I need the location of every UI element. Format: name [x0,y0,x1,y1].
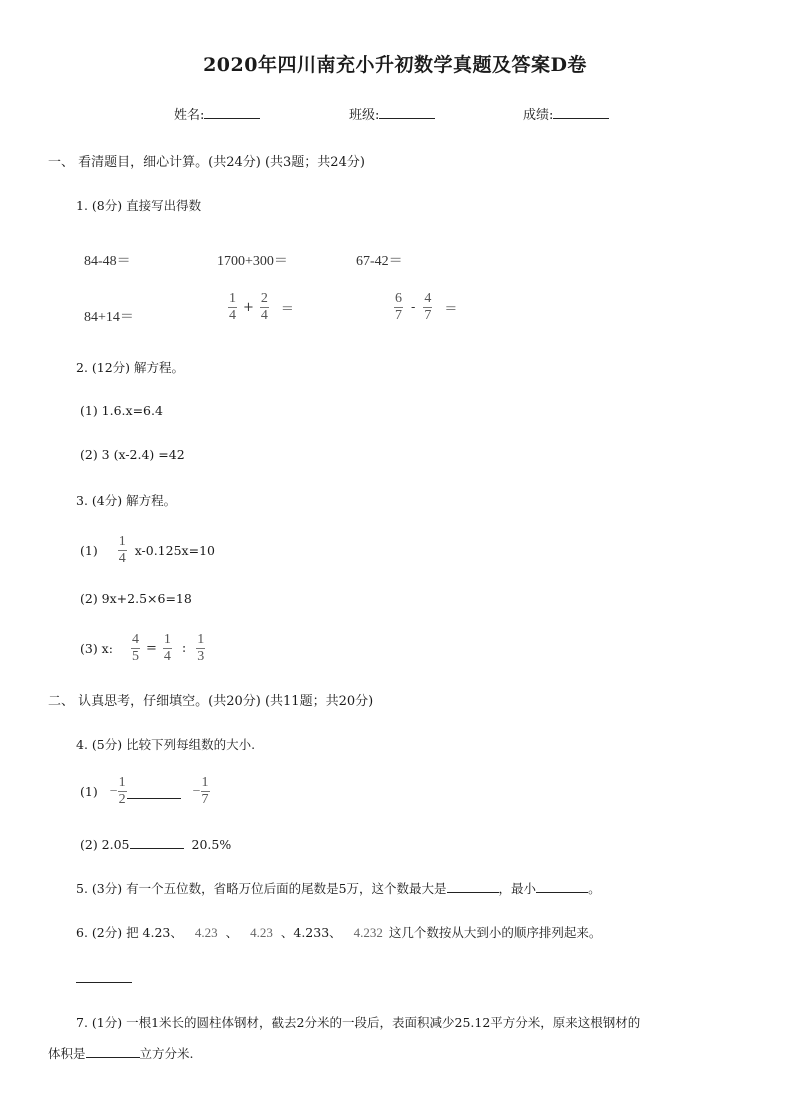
q1-expr-3: 67-42＝ [356,254,403,269]
q5-blank-min[interactable] [536,878,588,893]
q4-part-2-blank[interactable] [130,834,184,849]
repeating-decimal-1: 4.23 [194,925,218,940]
q6-answer-blank[interactable] [76,968,132,983]
q7-line-1: 7. (1分) 一根1米长的圆柱体钢材，截去2分米的一段后，表面积减少25.12平方分米，原来这根钢材的 [76,1015,641,1030]
q3-part-1: (1) $\frac{1}{4}$ x-0.125x=10 [80,534,215,566]
fraction: $\frac{1}{3}$ [197,632,205,664]
section-2-heading: 二、 认真思考，仔细填空。(共20分) (共11题；共20分) [48,694,374,709]
q2-part-2: (2) 3 (x-2.4) =42 [80,447,185,462]
name-field[interactable] [174,104,260,123]
q1-expr-1: 84-48＝ [84,254,131,269]
class-label: 班级: [349,108,380,123]
q4-part-2: (2) 2.05 20.5% [80,834,231,852]
q1-fraction-expr-1: $\frac{1}{4}$ + $\frac{2}{4}$ ＝ [229,291,294,323]
fraction: $\frac{1}{2}$ [118,775,126,807]
q5-blank-max[interactable] [447,878,499,893]
fraction: $\frac{1}{4}$ [229,291,236,323]
q1-fraction-expr-2: $\frac{6}{7}$ - $\frac{4}{7}$ ＝ [395,291,458,323]
q6-answer-area [76,968,132,987]
q1-expr-2: 1700+300＝ [217,254,288,269]
fraction: $\frac{1}{4}$ [118,534,126,566]
fraction: $\frac{6}{7}$ [395,291,402,323]
q2-part-1: (1) 1.6.x=6.4 [80,403,163,418]
repeating-decimal-2: 4.23 [250,925,273,940]
class-field[interactable] [349,104,435,123]
q1-heading: 1. (8分) 直接写出得数 [76,198,202,213]
q7-line-2: 体积是 立方分米. [48,1043,194,1062]
fraction: $\frac{1}{7}$ [201,775,209,807]
repeating-decimal-3: 4.232 [353,925,383,940]
class-blank[interactable] [379,104,435,119]
q3-part-2: (2) 9x+2.5×6=18 [80,591,192,606]
q3-part-3: (3) x: $\frac{4}{5}$ = $\frac{1}{4}$ : $\frac{1}{3}$ [80,632,205,664]
fraction: $\frac{4}{7}$ [424,291,432,323]
q2-heading: 2. (12分) 解方程。 [76,360,185,375]
name-label: 姓名: [174,108,205,123]
q4-part-1: (1) − $\frac{1}{2}$ − $\frac{1}{7}$ [80,775,209,807]
fraction: $\frac{4}{5}$ [131,632,139,664]
section-1-heading: 一、 看清题目，细心计算。(共24分) (共3题；共24分) [48,155,365,170]
q1-expr-4: 84+14＝ [84,310,134,325]
q4-heading: 4. (5分) 比较下列每组数的大小. [76,737,256,752]
q6-text: 6. (2分) 把 4.23、 4.23 、 4.23 、4.233、 4.232 这几个数按从大到小的顺序排列起来。 [76,925,602,940]
q3-heading: 3. (4分) 解方程。 [76,493,177,508]
page-title: 2020年四川南充小升初数学真题及答案D卷 [203,54,587,76]
q7-blank[interactable] [86,1043,140,1058]
q4-part-1-blank[interactable] [127,784,181,799]
q5-text: 5. (3分) 有一个五位数，省略万位后面的尾数是5万，这个数最大是 ，最小 。 [76,878,601,897]
name-blank[interactable] [204,104,260,119]
score-field[interactable] [523,104,609,123]
fraction: $\frac{2}{4}$ [260,291,268,323]
fraction: $\frac{1}{4}$ [163,632,171,664]
score-label: 成绩: [523,108,554,123]
score-blank[interactable] [553,104,609,119]
